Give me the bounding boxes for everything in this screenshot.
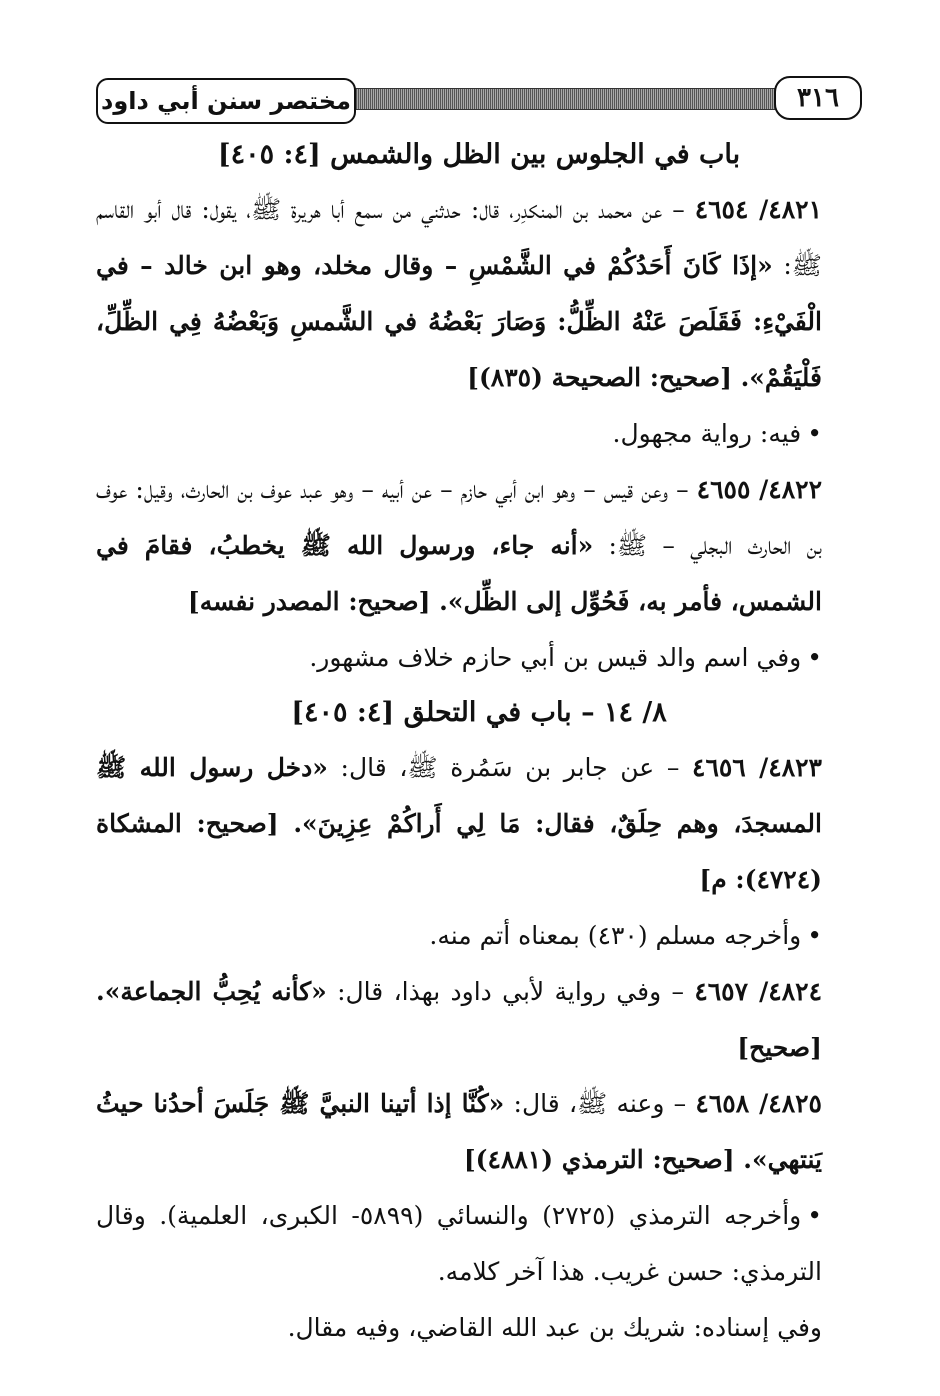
hadith-text: «إذَا كَانَ أَحَدُكُمْ في الشَّمْسِ – وقال مخلد، وهو ابن خالد – في الْفَيْءِ: فَقَلَصَ عَنْهُ الظِّلُّ: وَصَارَ بَعْضُهُ في الشَّمسِ وَبَعْضُهُ فِي الظِّلِّ، فَلْيَقُمْ». [صحيح: الصحيحة (٨٣٥)] xyxy=(96,251,822,392)
hadith-text: «دخل رسول الله ﷺ المسجدَ، وهم حِلَقٌ، فقال: مَا لِي أَراكُمْ عِزِينَ». [صحيح: المشكاة (٤٧٢٤): م] xyxy=(96,753,822,894)
hadith-number: ٤٨٢٥/ ٤٦٥٨ xyxy=(695,1089,822,1118)
bullet-icon: • xyxy=(807,643,822,672)
hadith-text: «أنه جاء، ورسول الله ﷺ يخطبُ، فقامَ في الشمس، فأمر به، فَحُوِّل إلى الظِّل». [صحيح: المصدر نفسه] xyxy=(96,531,822,616)
hadith-4821 xyxy=(96,182,862,406)
bullet-icon: • xyxy=(807,1201,822,1230)
bullet-icon: • xyxy=(807,419,822,448)
hadith-4824 xyxy=(96,964,862,1076)
hadith-4822 xyxy=(96,462,862,630)
book-title: مختصر سنن أبي داود xyxy=(96,78,356,124)
note-text: وفي اسم والد قيس بن أبي حازم خلاف مشهور. xyxy=(309,643,802,672)
note-text: فيه: رواية مجهول. xyxy=(612,419,802,448)
hadith-number: ٤٨٢٣/ ٤٦٥٦ xyxy=(692,753,822,782)
page-number: ٣١٦ xyxy=(774,76,862,120)
page-header xyxy=(96,74,862,124)
hadith-4825 xyxy=(96,1076,862,1188)
hadith-text: «كأنه يُحِبُّ الجماعة». [صحيح] xyxy=(96,977,822,1062)
header-ornament-bar xyxy=(354,88,782,110)
hadith-4823 xyxy=(96,740,862,908)
hadith-number: ٤٨٢٢/ ٤٦٥٥ xyxy=(696,475,822,504)
page-body xyxy=(96,128,862,1356)
hadith-chain: – عن محمد بن المنكدِر، قال: حدثني من سمع أبا هريرة ﷺ، يقول: قال أبو القاسم ﷺ: xyxy=(96,195,822,280)
commentary-note xyxy=(96,630,862,686)
bullet-icon: • xyxy=(807,921,822,950)
commentary-note xyxy=(96,908,862,964)
note-text: وأخرجه مسلم (٤٣٠) بمعناه أتم منه. xyxy=(429,921,802,950)
hadith-chain: – وعن قيس – وهو ابن أبي حازم – عن أبيه – وهو عبد عوف بن الحارث، وقيل: عوف بن الحارث البجلي – ﷺ: xyxy=(96,475,822,560)
chapter-heading-circles: ٨/ ١٤ – باب في التحلق [٤: ٤٠٥] xyxy=(291,697,667,728)
commentary-note xyxy=(96,406,862,462)
hadith-chain: – عن جابر بن سَمُرة ﷺ، قال: xyxy=(327,753,693,782)
chapter-heading-sitting-sun-shade: باب في الجلوس بين الظل والشمس [٤: ٤٠٥] xyxy=(217,139,741,170)
hadith-chain: – وعنه ﷺ، قال: xyxy=(504,1089,696,1118)
hadith-number: ٤٨٢١/ ٤٦٥٤ xyxy=(694,195,822,224)
hadith-number: ٤٨٢٤/ ٤٦٥٧ xyxy=(694,977,822,1006)
note-text: وأخرجه الترمذي (٢٧٢٥) والنسائي (٥٨٩٩- الكبرى، العلمية). وقال الترمذي: حسن غريب. هذا آخر كلامه. xyxy=(96,1201,822,1286)
commentary-note xyxy=(96,1188,862,1300)
hadith-text: «كُنَّا إذا أتينا النبيَّ ﷺ جَلَسَ أحدُنا حيثُ يَنتهي». [صحيح: الترمذي (٤٨٨١)] xyxy=(96,1089,822,1174)
commentary-note: وفي إسناده: شريك بن عبد الله القاضي، وفيه مقال. xyxy=(287,1313,822,1342)
hadith-chain: – وفي رواية لأبي داود بهذا، قال: xyxy=(326,977,695,1006)
